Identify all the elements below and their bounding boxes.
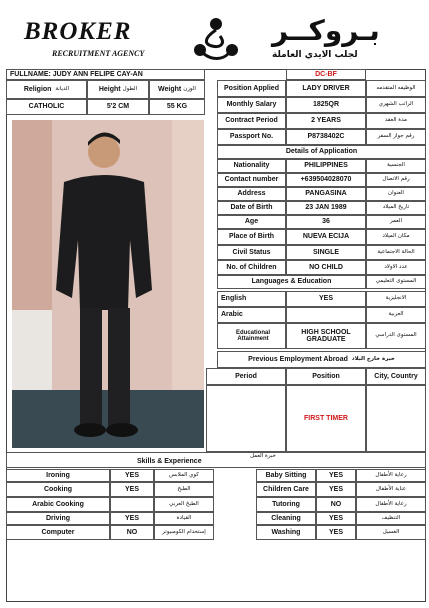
skill-ironing-label: Ironing bbox=[6, 469, 110, 482]
salary-label: Monthly Salary bbox=[217, 97, 286, 113]
address-value: PANGASINA bbox=[286, 187, 366, 201]
height-label: Height bbox=[98, 85, 121, 93]
religion-label-arabic: الديانة bbox=[55, 85, 70, 92]
children-label-arabic: عدد الاولاد bbox=[366, 260, 426, 275]
skill-tutoring-value: NO bbox=[316, 497, 356, 512]
details-heading: Details of Application bbox=[217, 145, 426, 159]
nationality-label-arabic: الجنسية bbox=[366, 159, 426, 173]
contact-label-arabic: رقم الاتصال bbox=[366, 173, 426, 187]
languages-heading: Languages & Education bbox=[217, 275, 366, 289]
position-label: Position Applied bbox=[217, 80, 286, 97]
skill-cleaning-arabic: التنظيف bbox=[356, 512, 426, 525]
fullname-value: JUDY ANN FELIPE CAY-AN bbox=[52, 70, 143, 78]
skill-arabic-cooking-value bbox=[110, 497, 154, 512]
fullname-label: FULLNAME: bbox=[10, 70, 51, 78]
employment-col-period: Period bbox=[206, 368, 286, 385]
skill-cooking-value: YES bbox=[110, 482, 154, 497]
employment-heading bbox=[217, 351, 426, 368]
skill-babysitting-value: YES bbox=[316, 469, 356, 482]
education-label-arabic: المستوى الدراسي bbox=[366, 323, 426, 349]
brand-subtitle: RECRUITMENT AGENCY bbox=[52, 49, 145, 58]
skill-washing-arabic: الغسيل bbox=[356, 525, 426, 540]
employment-col-position: Position bbox=[286, 368, 366, 385]
education-value: HIGH SCHOOL GRADUATE bbox=[286, 323, 366, 349]
birthplace-label-arabic: مكان الميلاد bbox=[366, 229, 426, 245]
passport-label: Passport No. bbox=[217, 129, 286, 145]
skill-ironing-value: YES bbox=[110, 469, 154, 482]
skill-childcare-value: YES bbox=[316, 482, 356, 497]
weight-label: Weight bbox=[158, 85, 182, 93]
address-label-arabic: العنوان bbox=[366, 187, 426, 201]
address-label: Address bbox=[217, 187, 286, 201]
skill-cleaning-label: Cleaning bbox=[256, 512, 316, 525]
languages-heading-arabic: المستوى التعليمي bbox=[366, 275, 426, 289]
age-label: Age bbox=[217, 215, 286, 229]
skill-tutoring-label: Tutoring bbox=[256, 497, 316, 512]
dob-value: 23 JAN 1989 bbox=[286, 201, 366, 215]
employment-city-cell bbox=[366, 385, 426, 452]
weight-label-arabic: الوزن bbox=[183, 85, 196, 92]
contract-label: Contract Period bbox=[217, 113, 286, 129]
english-label: English bbox=[217, 291, 286, 307]
education-label: Educational Attainment bbox=[217, 323, 286, 349]
brand-name: BROKER bbox=[24, 18, 132, 45]
skill-babysitting-arabic: رعاية الأطفال bbox=[356, 469, 426, 482]
passport-label-arabic: رقم جواز السفر bbox=[366, 129, 426, 145]
skill-driving-value: YES bbox=[110, 512, 154, 525]
skill-cooking-arabic: الطبخ bbox=[154, 482, 214, 497]
age-label-arabic: العمر bbox=[366, 215, 426, 229]
children-label: No. of Children bbox=[217, 260, 286, 275]
english-label-arabic: الانجليزية bbox=[366, 291, 426, 307]
arabic-label-arabic: العربية bbox=[366, 307, 426, 323]
religion-value: CATHOLIC bbox=[6, 99, 87, 115]
arabic-label: Arabic bbox=[217, 307, 286, 323]
arabic-value bbox=[286, 307, 366, 323]
skill-babysitting-label: Baby Sitting bbox=[256, 469, 316, 482]
brand-name-arabic: بـروكــر bbox=[272, 14, 380, 47]
civil-status-label: Civil Status bbox=[217, 245, 286, 260]
birthplace-value: NUEVA ECIJA bbox=[286, 229, 366, 245]
skill-arabic-cooking-label: Arabic Cooking bbox=[6, 497, 110, 512]
applicant-code: DC-BF bbox=[286, 69, 366, 80]
height-value: 5'2 CM bbox=[87, 99, 149, 115]
skill-washing-label: Washing bbox=[256, 525, 316, 540]
skill-arabic-cooking-arabic: الطبخ العربي bbox=[154, 497, 214, 512]
employment-col-city: City, Country bbox=[366, 368, 426, 385]
header bbox=[10, 8, 420, 66]
civil-status-label-arabic: الحالة الاجتماعية bbox=[366, 245, 426, 260]
height-label-arabic: الطول bbox=[122, 85, 138, 92]
skill-driving-arabic: القيادة bbox=[154, 512, 214, 525]
birthplace-label: Place of Birth bbox=[217, 229, 286, 245]
contact-value: +639504028070 bbox=[286, 173, 366, 187]
religion-label-cell bbox=[6, 80, 87, 99]
skills-heading-arabic: خبرة العمل bbox=[250, 453, 276, 459]
age-value: 36 bbox=[286, 215, 366, 229]
children-value: NO CHILD bbox=[286, 260, 366, 275]
salary-value: 1825QR bbox=[286, 97, 366, 113]
skill-washing-value: YES bbox=[316, 525, 356, 540]
employment-heading-label: Previous Employment Abroad bbox=[248, 355, 348, 363]
applicant-photo bbox=[12, 120, 204, 448]
nationality-value: PHILIPPINES bbox=[286, 159, 366, 173]
employment-heading-arabic: خبرة خارج البلاد bbox=[351, 355, 395, 362]
position-label-arabic: الوظيفه المتقدمه bbox=[366, 80, 426, 97]
skill-computer-value: NO bbox=[110, 525, 154, 540]
contact-label: Contact number bbox=[217, 173, 286, 187]
weight-value: 55 KG bbox=[149, 99, 205, 115]
fullname-row bbox=[6, 69, 205, 80]
weight-label-cell bbox=[149, 80, 205, 99]
skill-driving-label: Driving bbox=[6, 512, 110, 525]
contract-label-arabic: مدة العقد bbox=[366, 113, 426, 129]
dob-label: Date of Birth bbox=[217, 201, 286, 215]
skill-computer-label: Computer bbox=[6, 525, 110, 540]
brand-subtitle-arabic: لجلب الايدي العاملة bbox=[272, 50, 358, 60]
employment-period-cell bbox=[206, 385, 286, 452]
height-label-cell bbox=[87, 80, 149, 99]
skill-childcare-label: Children Care bbox=[256, 482, 316, 497]
passport-value: P8738402C bbox=[286, 129, 366, 145]
skill-computer-arabic: إستخدام الكومبيوتر bbox=[154, 525, 214, 540]
skill-tutoring-arabic: رعاية الأطفال bbox=[356, 497, 426, 512]
religion-label: Religion bbox=[23, 85, 52, 93]
english-value: YES bbox=[286, 291, 366, 307]
skill-childcare-arabic: عناية الأطفال bbox=[356, 482, 426, 497]
skill-cleaning-value: YES bbox=[316, 512, 356, 525]
contract-value: 2 YEARS bbox=[286, 113, 366, 129]
skill-ironing-arabic: كوي الملابس bbox=[154, 469, 214, 482]
skill-cooking-label: Cooking bbox=[6, 482, 110, 497]
salary-label-arabic: الراتب الشهري bbox=[366, 97, 426, 113]
skills-heading: Skills & Experience bbox=[137, 458, 202, 465]
employment-note: FIRST TIMER bbox=[286, 385, 366, 452]
dob-label-arabic: تاريخ الميلاد bbox=[366, 201, 426, 215]
agency-logo-icon bbox=[190, 14, 242, 64]
position-value: LADY DRIVER bbox=[286, 80, 366, 97]
civil-status-value: SINGLE bbox=[286, 245, 366, 260]
nationality-label: Nationality bbox=[217, 159, 286, 173]
skills-heading-row bbox=[6, 452, 426, 468]
